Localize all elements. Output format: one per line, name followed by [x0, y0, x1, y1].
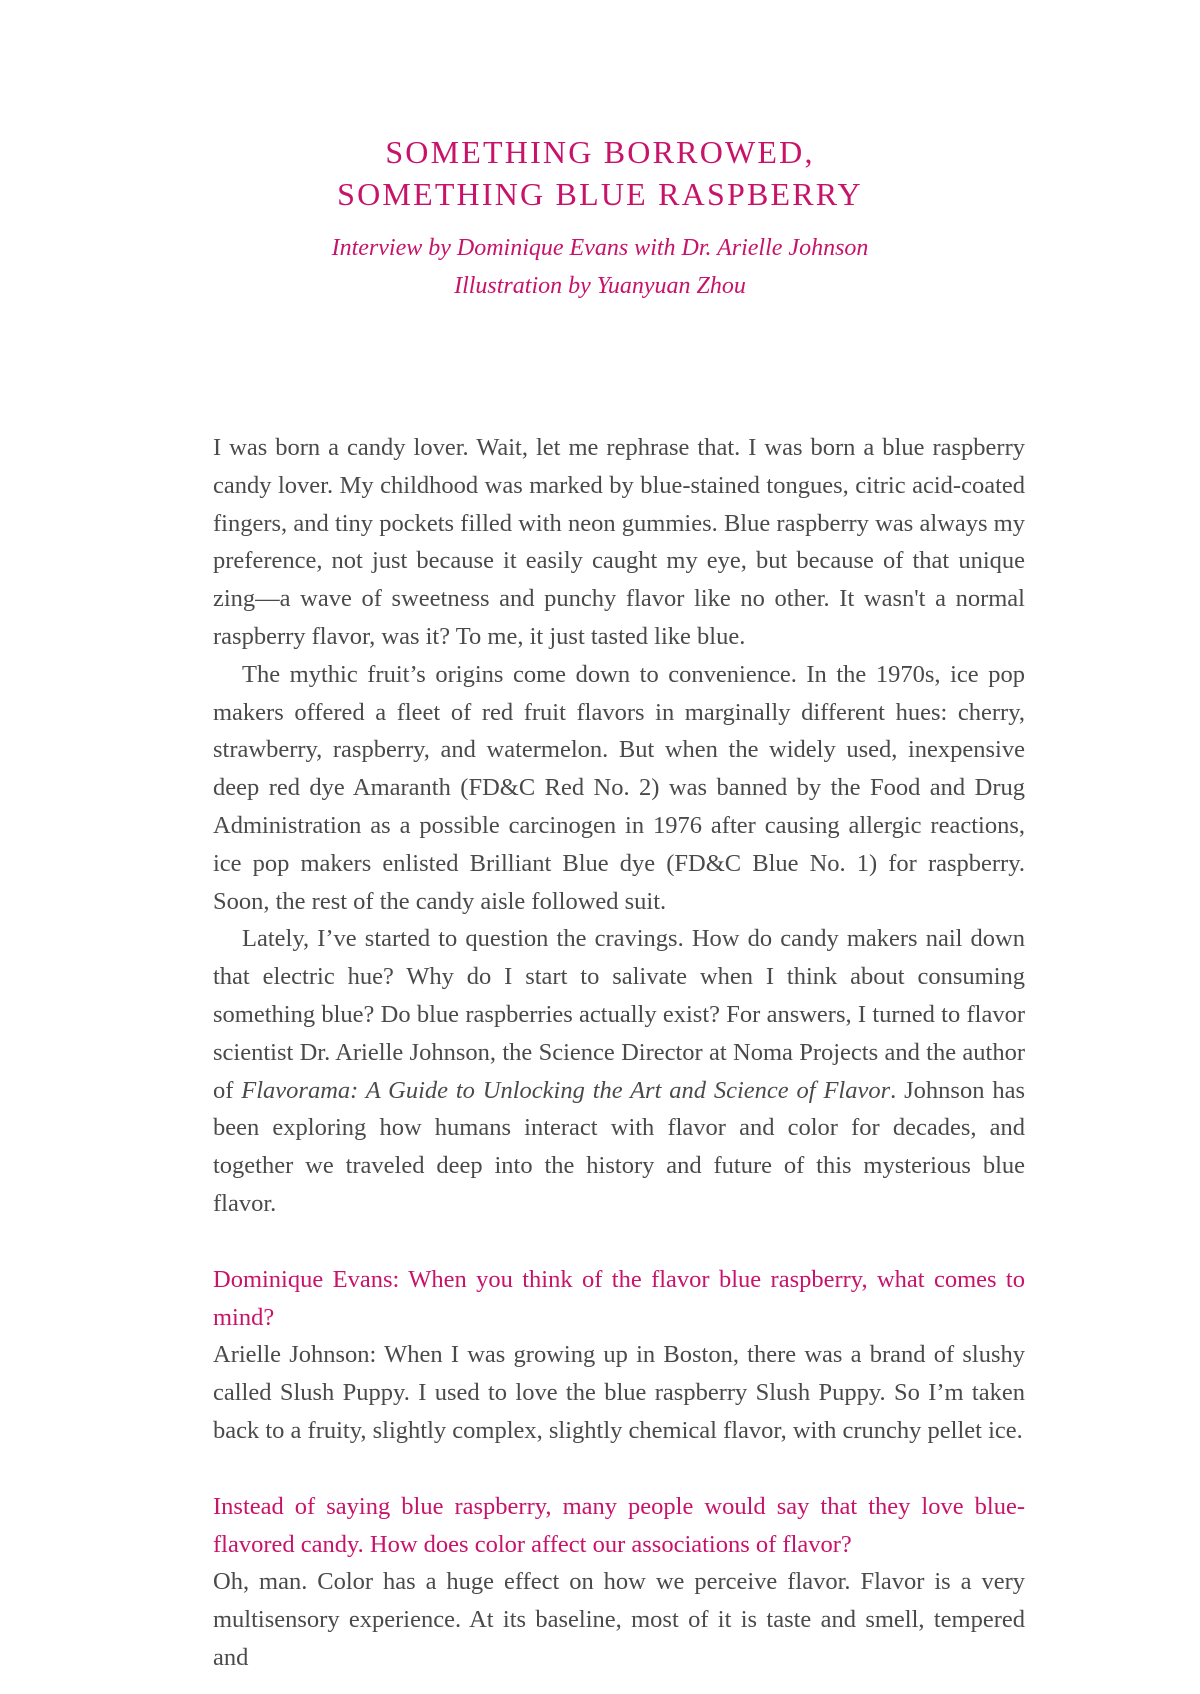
- interview-question-1: Dominique Evans: When you think of the flavor blue raspberry, what comes to mind?: [213, 1265, 1025, 1331]
- interview-question-2: Instead of saying blue raspberry, many people would say that they love blue-flavored candy. How does color affect our associations of flavor?: [213, 1492, 1025, 1558]
- book-title: Flavorama: A Guide to Unlocking the Art and Science of Flavor: [241, 1076, 891, 1104]
- article-credits: [0, 229, 1200, 305]
- intro-paragraph-1: I was born a candy lover. Wait, let me rephrase that. I was born a blue raspberry candy lover. My childhood was marked by blue-stained tongues, citric acid-coated fingers, and tiny pockets filled with neon gummies. Blue raspberry was always my preference, not just because it easily caught my eye, but because of that unique zing—a wave of sweetness and punchy flavor like no other. It wasn't a normal raspberry flavor, was it? To me, it just tasted like blue.: [213, 434, 1025, 650]
- interview-byline: Interview by Dominique Evans with Dr. Arielle Johnson: [331, 235, 869, 261]
- intro-paragraph-3: [213, 920, 1025, 1222]
- article-title-line-1: SOMETHING BORROWED,: [385, 134, 815, 170]
- article-header: [0, 131, 1200, 305]
- article-title-line-2: SOMETHING BLUE RASPBERRY: [337, 176, 863, 212]
- intro-paragraph-3-text: Lately, I’ve started to question the cravings. How do candy makers nail down that electric hue? Why do I start to salivate when I think about consuming something blue? Do blue raspberries actually exist? For answers, I turned to flavor scientist Dr. Arielle Johnson, the Science Director at Noma Projects and the author of: [213, 925, 1025, 1104]
- interview-answer-1: Arielle Johnson: When I was growing up in Boston, there was a brand of slushy called Slush Puppy. I used to love the blue raspberry Slush Puppy. So I’m taken back to a fruity, slightly complex, slightly chemical flavor, with crunchy pellet ice.: [213, 1341, 1025, 1444]
- interview-answer-2: Oh, man. Color has a huge effect on how we perceive flavor. Flavor is a very multisensory experience. At its baseline, most of it is taste and smell, tempered and: [213, 1568, 1025, 1671]
- article-body: [213, 429, 1025, 1677]
- illustration-byline: Illustration by Yuanyuan Zhou: [454, 273, 746, 299]
- intro-paragraph-3-text-end: . Johnson has been exploring how humans interact with flavor and color for decades, and together we traveled deep into the history and future of this mysterious blue flavor.: [213, 1076, 1025, 1217]
- intro-paragraph-2: The mythic fruit’s origins come down to convenience. In the 1970s, ice pop makers offered a fleet of red fruit flavors in marginally different hues: cherry, strawberry, raspberry, and watermelon. But when the widely used, inexpensive deep red dye Amaranth (FD&C Red No. 2) was banned by the Food and Drug Administration as a possible carcinogen in 1976 after causing allergic reactions, ice pop makers enlisted Brilliant Blue dye (FD&C Blue No. 1) for raspberry. Soon, the rest of the candy aisle followed suit.: [213, 660, 1025, 915]
